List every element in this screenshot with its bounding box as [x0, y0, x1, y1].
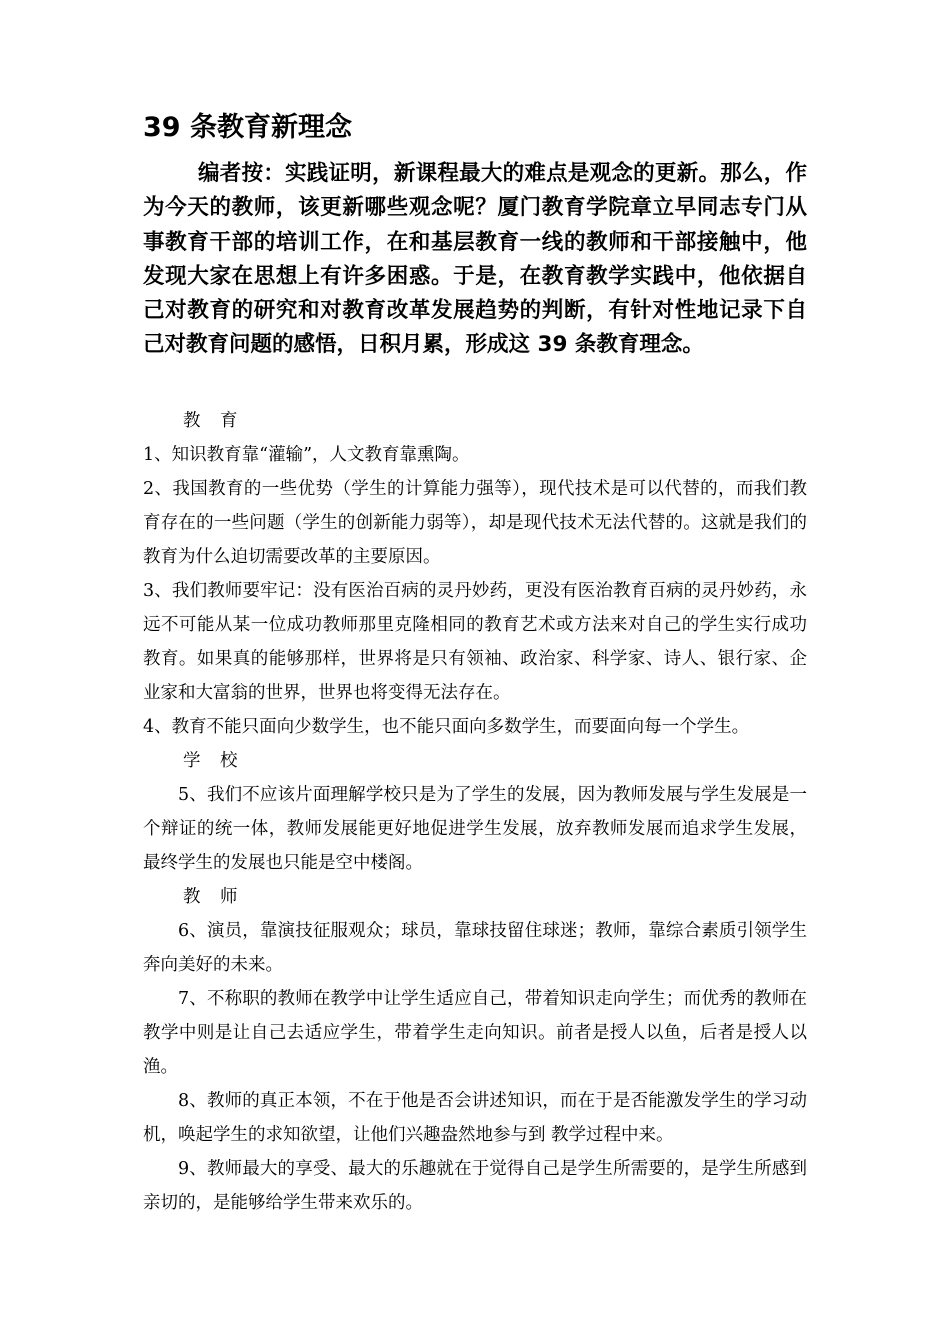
paragraph-item-7: 7、不称职的教师在教学中让学生适应自己，带着知识走向学生；而优秀的教师在教学中则是让自己去适应学生，带着学生走向知识。前者是授人以鱼，后者是授人以渔。: [143, 989, 807, 1077]
paragraph-item-6: 6、演员，靠演技征服观众；球员，靠球技留住球迷；教师，靠综合素质引领学生奔向美好的未来。: [143, 921, 807, 975]
section-heading-teacher: 教 师: [183, 887, 239, 907]
paragraph-item-3: 3、我们教师要牢记：没有医治百病的灵丹妙药，更没有医治教育百病的灵丹妙药，永远不可能从某一位成功教师那里克隆相同的教育艺术或方法来对自己的学生实行成功教育。如果真的能够那样，世界将是只有领袖、政治家、科学家、诗人、银行家、企业家和大富翁的世界，世界也将变得无法存在。: [143, 581, 807, 703]
paragraph-item-1: 1、知识教育靠“灌输”，人文教育靠熏陶。: [143, 445, 470, 465]
editor-note: 编者按：实践证明，新课程最大的难点是观念的更新。那么，作为今天的教师，该更新哪些观念呢？厦门教育学院章立早同志专门从事教育干部的培训工作，在和基层教育一线的教师和干部接触中，他发现大家在思想上有许多困惑。于是，在教育教学实践中，他依据自己对教育的研究和对教育改革发展趋势的判断，有针对性地记录下自己对教育问题的感悟，日积月累，形成这 39 条教育理念。: [143, 161, 807, 358]
paragraph-item-4: 4、教育不能只面向少数学生，也不能只面向多数学生，而要面向每一个学生。: [143, 717, 750, 737]
paragraph-item-9: 9、教师最大的享受、最大的乐趣就在于觉得自己是学生所需要的，是学生所感到亲切的，是能够给学生带来欢乐的。: [143, 1159, 807, 1213]
document-title: 39 条教育新理念: [143, 112, 352, 143]
paragraph-item-8: 8、教师的真正本领，不在于他是否会讲述知识，而在于是否能激发学生的学习动机，唤起学生的求知欲望，让他们兴趣盎然地参与到 教学过程中来。: [143, 1091, 807, 1145]
section-heading-school: 学 校: [183, 751, 239, 771]
section-heading-education: 教 育: [183, 411, 239, 431]
paragraph-item-5: 5、我们不应该片面理解学校只是为了学生的发展，因为教师发展与学生发展是一个辩证的统一体，教师发展能更好地促进学生发展，放弃教师发展而追求学生发展，最终学生的发展也只能是空中楼阁。: [143, 785, 807, 873]
paragraph-item-2: 2、我国教育的一些优势（学生的计算能力强等），现代技术是可以代替的，而我们教育存在的一些问题（学生的创新能力弱等），却是现代技术无法代替的。这就是我们的教育为什么迫切需要改革的主要原因。: [143, 479, 807, 567]
document-body: [143, 404, 807, 1220]
